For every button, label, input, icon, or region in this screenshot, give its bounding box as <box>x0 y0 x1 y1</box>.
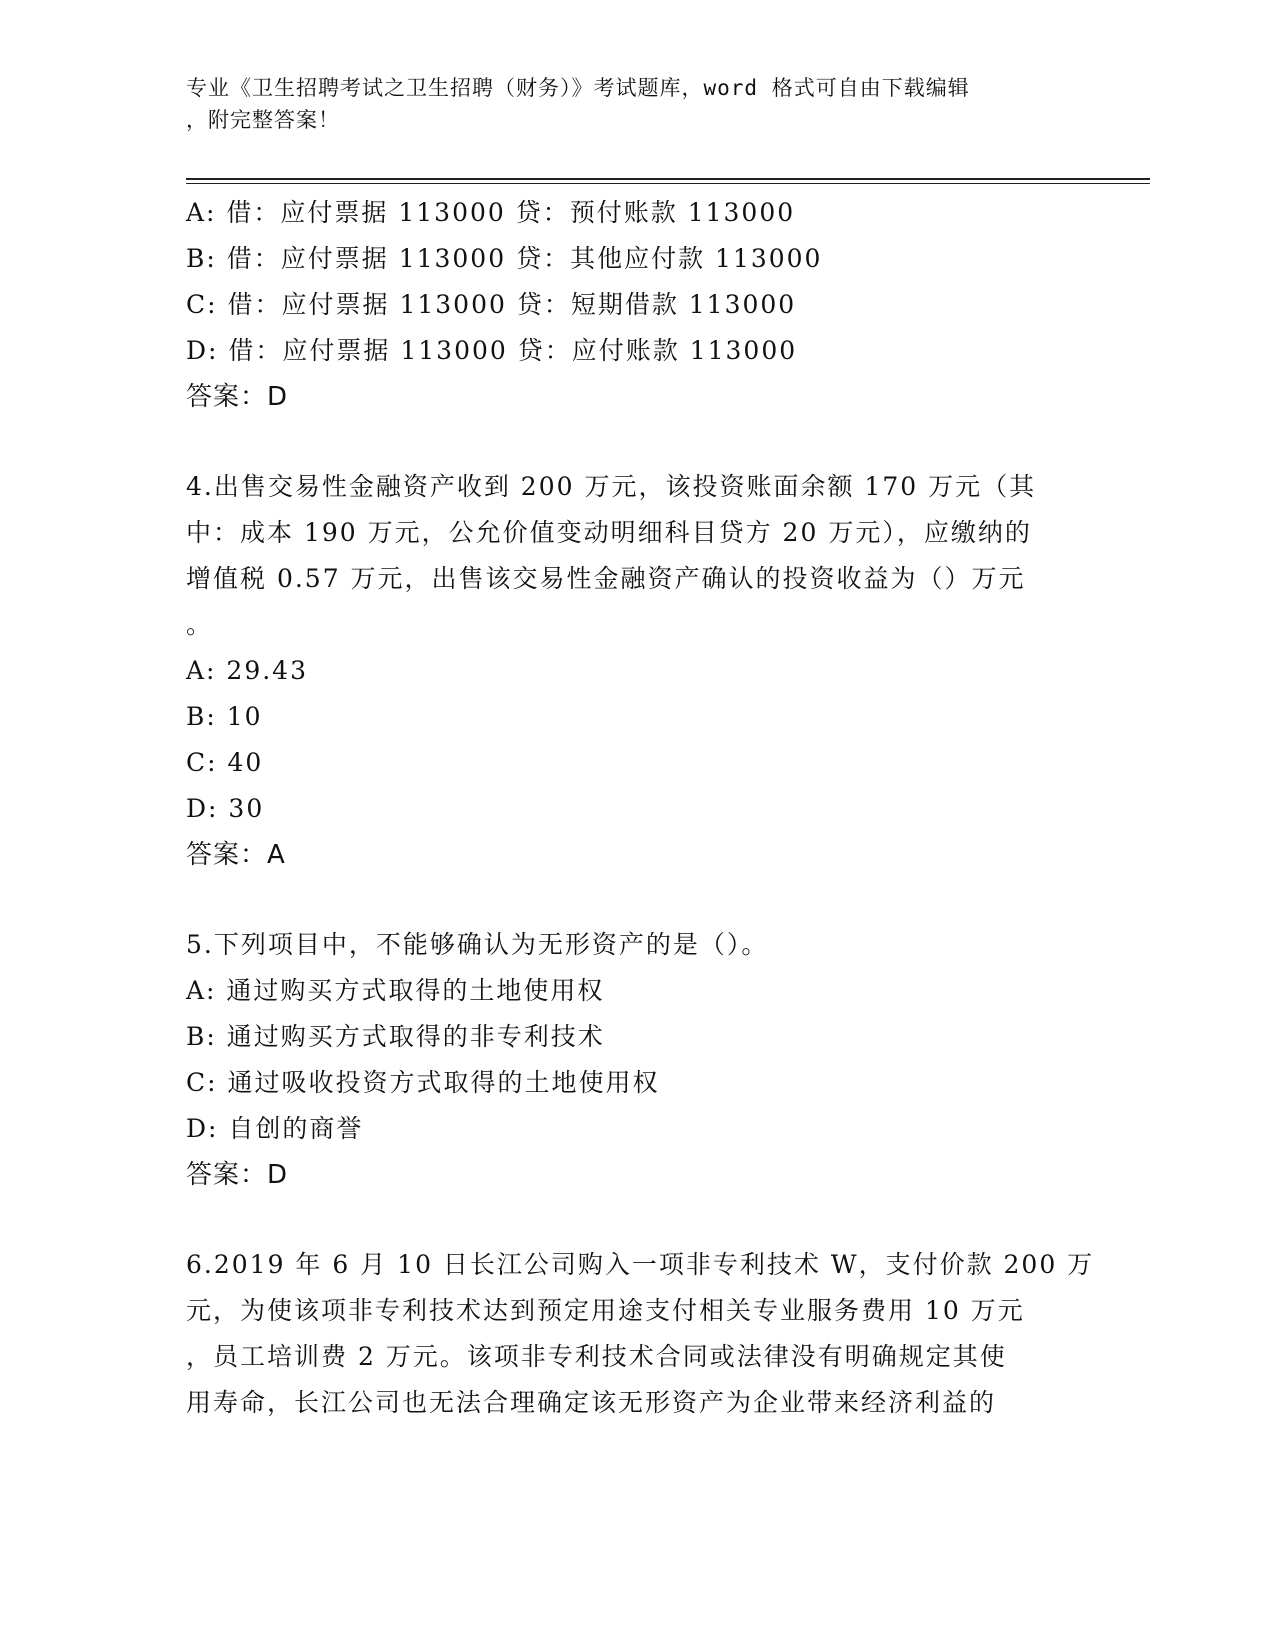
question-5-text <box>186 922 1086 968</box>
question-5-options <box>186 968 1086 1152</box>
option-d: D: 自创的商誉 <box>186 1114 364 1143</box>
option-c: C: 通过吸收投资方式取得的土地使用权 <box>186 1068 660 1097</box>
option-a: A: 29.43 <box>186 656 308 685</box>
option-b: B: 10 <box>186 702 263 731</box>
option-a: A: 借：应付票据 113000 贷：预付账款 113000 <box>186 198 796 227</box>
question-line: 5.下列项目中，不能够确认为无形资产的是（）。 <box>186 930 769 959</box>
header-divider-thick <box>186 178 1150 180</box>
question-4-text <box>186 464 1086 648</box>
question-4-options <box>186 648 1086 832</box>
question-line: 4.出售交易性金融资产收到 200 万元，该投资账面余额 170 万元（其 <box>186 472 1037 501</box>
question-line: 元，为使该项非专利技术达到预定用途支付相关专业服务费用 10 万元 <box>186 1296 1025 1325</box>
document-header <box>186 72 1066 136</box>
question-line: 6.2019 年 6 月 10 日长江公司购入一项非专利技术 W，支付价款 200 万 <box>186 1250 1095 1279</box>
question-3-options <box>186 190 1086 374</box>
option-c: C: 40 <box>186 748 264 777</box>
question-line: 。 <box>186 610 214 639</box>
question-5-answer: 答案：D <box>186 1160 289 1190</box>
option-c: C: 借：应付票据 113000 贷：短期借款 113000 <box>186 290 797 319</box>
header-line-1: 专业《卫生招聘考试之卫生招聘（财务）》考试题库，word 格式可自由下载编辑 <box>186 76 970 100</box>
option-a: A: 通过购买方式取得的土地使用权 <box>186 976 605 1005</box>
header-divider-thin <box>186 183 1150 184</box>
question-line: ，员工培训费 2 万元。该项非专利技术合同或法律没有明确规定其使 <box>186 1342 1007 1371</box>
question-line: 中：成本 190 万元，公允价值变动明细科目贷方 20 万元），应缴纳的 <box>186 518 1032 547</box>
question-content <box>186 190 1095 1426</box>
option-b: B: 通过购买方式取得的非专利技术 <box>186 1022 605 1051</box>
option-b: B: 借：应付票据 113000 贷：其他应付款 113000 <box>186 244 823 273</box>
header-line-2: ，附完整答案！ <box>186 108 340 132</box>
question-3-answer: 答案：D <box>186 382 289 412</box>
option-d: D: 30 <box>186 794 265 823</box>
question-line: 用寿命，长江公司也无法合理确定该无形资产为企业带来经济利益的 <box>186 1388 997 1417</box>
question-line: 增值税 0.57 万元，出售该交易性金融资产确认的投资收益为（）万元 <box>186 564 1026 593</box>
option-d: D: 借：应付票据 113000 贷：应付账款 113000 <box>186 336 798 365</box>
question-4-answer: 答案：A <box>186 840 286 870</box>
question-6-text <box>186 1242 1095 1426</box>
